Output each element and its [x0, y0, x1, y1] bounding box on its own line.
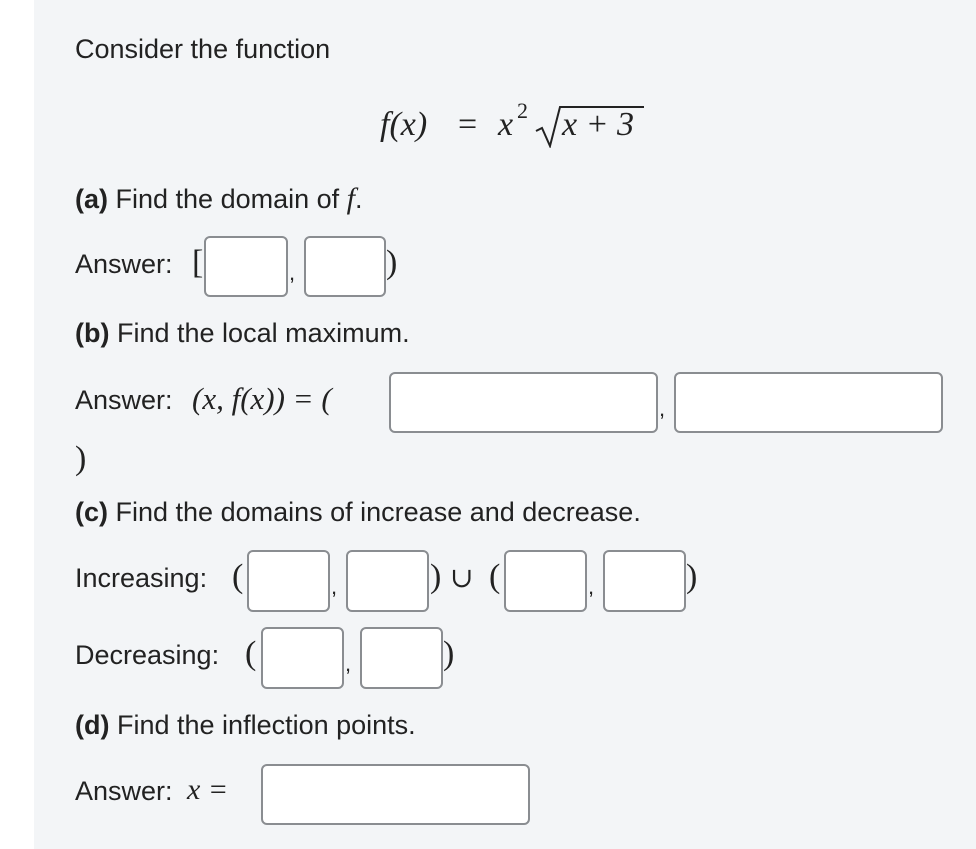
- part-d-tag: (d): [75, 710, 110, 740]
- union-symbol: ∪: [450, 563, 474, 594]
- formula-exponent: 2: [517, 98, 528, 123]
- part-a-text: Find the domain of: [115, 184, 340, 214]
- intro-text: Consider the function: [75, 34, 331, 64]
- formula-base: x: [498, 106, 514, 143]
- increasing-1-end-input[interactable]: [346, 550, 429, 612]
- decreasing-start-input[interactable]: [261, 627, 344, 689]
- part-b-comma: ,: [659, 396, 666, 421]
- part-a-end: .: [355, 184, 363, 214]
- part-a-var: f: [346, 182, 356, 215]
- part-b-expression: (x, f(x)) = (: [192, 381, 332, 416]
- part-a-close-paren: ): [386, 244, 398, 281]
- increasing-2-end-input[interactable]: [603, 550, 686, 612]
- dec-close-paren: ): [443, 635, 455, 672]
- part-c-text: Find the domains of increase and decrease.: [115, 497, 641, 527]
- inc2-open-paren: (: [489, 558, 501, 595]
- part-a-open-bracket: [: [192, 244, 204, 281]
- dec-open-paren: (: [245, 635, 257, 672]
- part-b-text: Find the local maximum.: [117, 318, 410, 348]
- part-a-prompt: [75, 184, 363, 214]
- inc2-comma: ,: [588, 574, 595, 599]
- part-a-tag: (a): [75, 184, 108, 214]
- part-d-prompt: [75, 712, 416, 739]
- inc1-open-paren: (: [232, 558, 244, 595]
- local-max-x-input[interactable]: [389, 372, 658, 433]
- part-c-tag: (c): [75, 497, 108, 527]
- inc1-comma: ,: [331, 574, 338, 599]
- part-d-expression: x =: [187, 773, 229, 806]
- increasing-2-start-input[interactable]: [504, 550, 587, 612]
- part-d-text: Find the inflection points.: [117, 710, 416, 740]
- part-a-comma: ,: [289, 260, 296, 285]
- part-b-prompt: [75, 320, 410, 347]
- decreasing-label: Decreasing:: [75, 640, 220, 670]
- part-b-close-paren: ): [75, 440, 87, 477]
- formula-radicand: x + 3: [562, 106, 635, 143]
- increasing-1-start-input[interactable]: [247, 550, 330, 612]
- inc2-close-paren: ): [686, 558, 698, 595]
- part-c-prompt: [75, 499, 641, 526]
- part-b-tag: (b): [75, 318, 110, 348]
- domain-end-input[interactable]: [304, 236, 386, 297]
- part-a-answer-label: Answer:: [75, 249, 173, 279]
- part-d-answer-label: Answer:: [75, 776, 173, 806]
- decreasing-end-input[interactable]: [360, 627, 443, 689]
- domain-start-input[interactable]: [204, 236, 288, 297]
- increasing-label: Increasing:: [75, 563, 208, 593]
- inflection-point-input[interactable]: [261, 764, 530, 825]
- part-b-answer-label: Answer:: [75, 385, 173, 415]
- formula-lhs: f(x): [380, 106, 428, 143]
- inc1-close-paren: ): [430, 558, 442, 595]
- dec-comma: ,: [345, 651, 352, 676]
- formula-equals: =: [458, 106, 478, 143]
- local-max-y-input[interactable]: [674, 372, 943, 433]
